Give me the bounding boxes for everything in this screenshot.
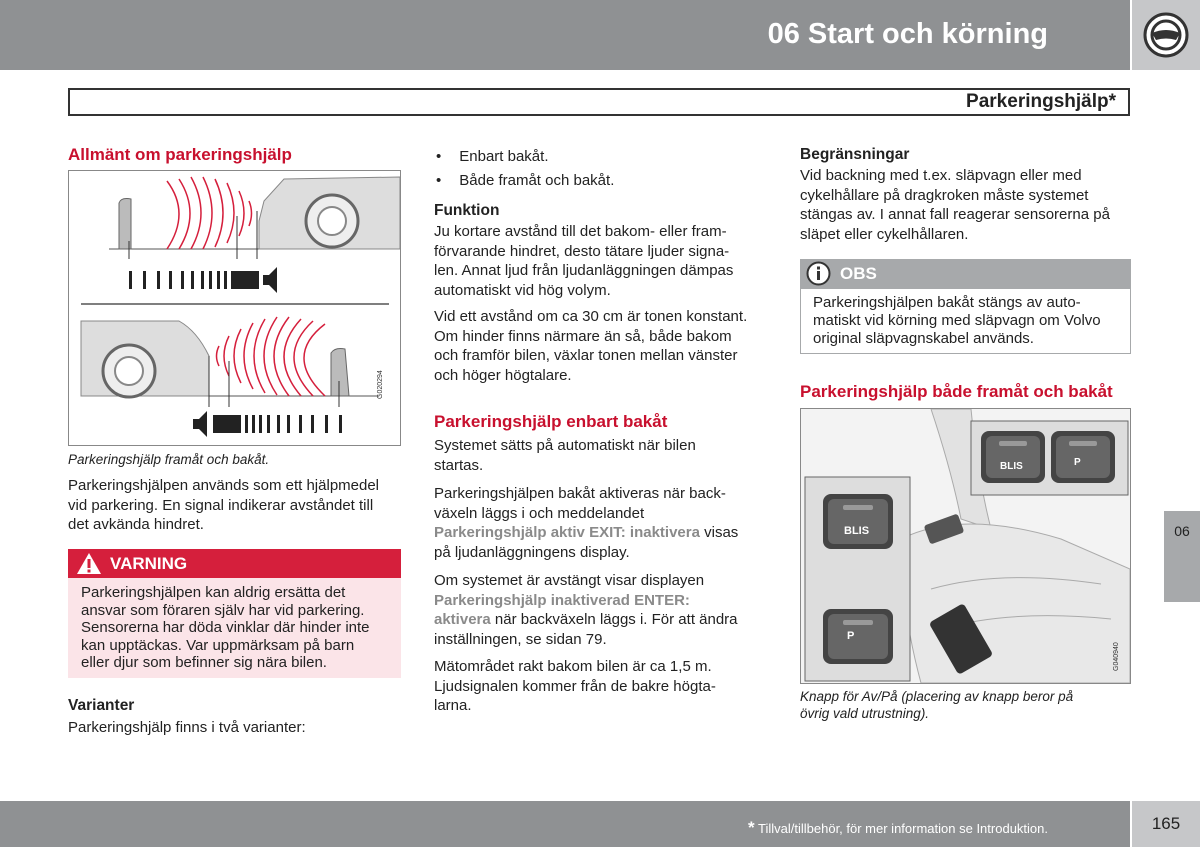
warning-header <box>68 549 401 578</box>
parking-sensor-illustration <box>69 171 400 445</box>
note-text: Parkeringshjälpen bakåt stängs av auto- matiskt vid körning med släpvagn om Volvo original släpvagnskabel används. <box>813 294 1101 347</box>
chapter-icon-box <box>1132 0 1200 70</box>
heading-function: Funktion <box>434 202 500 219</box>
intro-paragraph <box>68 476 379 535</box>
note-body <box>800 288 1131 354</box>
display-message: Parkeringshjälp inaktiverad ENTER: <box>434 591 690 609</box>
chapter-title: 06 Start och körning <box>767 18 1048 50</box>
figure-caption: Parkeringshjälp framåt och bakåt. <box>68 452 270 467</box>
bullet-icon: • <box>436 148 442 165</box>
variants-text: Parkeringshjälp finns i två varianter: <box>68 719 306 736</box>
footer-note <box>748 818 1048 838</box>
figure-code: G020294 <box>377 370 384 399</box>
rear-paragraph-2: Parkeringshjälpen bakåt aktiveras när back- växeln läggs i och meddelandet Parkeringshjälp aktiv EXIT: inaktivera visas på ljudanläggningens display. <box>434 485 739 561</box>
figure-caption: Knapp för Av/På (placering av knapp beror på övrig vald utrustning). <box>800 689 1074 721</box>
blis-button-label: BLIS <box>844 525 870 537</box>
warning-line: ansvar som föraren själv har vid parkering. <box>81 601 365 619</box>
heading-variants: Varianter <box>68 697 135 714</box>
intro-line: Parkeringshjälpen används som ett hjälpmedel <box>68 477 380 494</box>
warning-line: Parkeringshjälpen kan aldrig ersätta det <box>81 584 346 601</box>
heading-rear-only: Parkeringshjälp enbart bakåt <box>434 412 668 431</box>
rear-paragraph-1: Systemet sätts på automatiskt när bilen startas. <box>434 437 696 474</box>
figure-code: G040940 <box>1113 642 1120 671</box>
chapter-side-tab <box>1164 511 1200 602</box>
list-item: • Både framåt och bakåt. <box>436 169 614 193</box>
variant-list <box>436 145 614 193</box>
rear-paragraph-4: Mätområdet rakt bakom bilen är ca 1,5 m. Ljudsignalen kommer från de bakre högta- larna. <box>434 658 716 714</box>
warning-triangle-icon <box>76 552 102 575</box>
footnote-text: Tillval/tillbehör, för mer information se Introduktion. <box>758 821 1048 836</box>
warning-text <box>81 584 370 672</box>
page-number: 165 <box>1151 814 1181 833</box>
section-title: Parkeringshjälp* <box>966 91 1116 112</box>
steering-wheel-icon <box>1132 0 1200 70</box>
park-assist-button-label: P <box>1074 457 1081 468</box>
warning-line: Sensorerna har döda vinklar där hinder inte <box>81 619 370 636</box>
display-message: aktivera <box>434 611 491 628</box>
limitations-text: Vid backning med t.ex. släpvagn eller med cykelhållare på dragkroken måste systemet stängas av. I annat fall reagerar sensorerna på släpet eller cykelhållaren. <box>800 167 1110 243</box>
blis-button-label: BLIS <box>1000 461 1023 472</box>
section-bar <box>68 88 1130 116</box>
page-number-box <box>1132 801 1200 847</box>
chapter-header <box>0 0 1130 70</box>
function-paragraph-1: Ju kortare avstånd till det bakom- eller fram- förvarande hindret, desto tätare ljuder signa- len. Annat ljud från ljudanläggningen dämpas automatiskt vid hög volym. <box>434 223 734 299</box>
warning-body <box>68 578 401 678</box>
info-icon <box>806 261 831 286</box>
intro-line: vid parkering. En signal indikerar avståndet till <box>68 496 374 514</box>
heading-general: Allmänt om parkeringshjälp <box>68 145 292 164</box>
chapter-tab-number: 06 <box>1174 523 1190 539</box>
park-assist-button-label: P <box>847 630 855 642</box>
warning-line: kan upptäckas. Var uppmärksam på barn <box>81 636 355 654</box>
intro-line: det avkända hindret. <box>68 516 204 533</box>
function-paragraph-2: Vid ett avstånd om ca 30 cm är tonen konstant. Om hinder finns närmare än så, både bakom och framför bilen, växlar tonen mellan vänster och höger högtalare. <box>434 308 748 384</box>
bullet-icon: • <box>436 172 442 189</box>
warning-label: VARNING <box>110 554 188 573</box>
list-item: • Enbart bakåt. <box>436 145 614 169</box>
note-header <box>800 259 1131 288</box>
display-message: Parkeringshjälp aktiv EXIT: inaktivera <box>434 524 700 541</box>
page-footer <box>0 801 1130 847</box>
parking-assist-figure <box>68 170 401 446</box>
note-label: OBS <box>840 264 877 283</box>
rear-paragraph-3: Om systemet är avstängt visar displayen Parkeringshjälp inaktiverad ENTER: aktivera när backväxeln läggs i. För att ändra inställningen, se sidan 79. <box>434 572 738 648</box>
button-location-figure <box>800 408 1131 684</box>
footnote-star: * <box>748 818 755 837</box>
heading-limitations: Begränsningar <box>800 146 910 163</box>
warning-line: eller djur som befinner sig nära bilen. <box>81 654 327 671</box>
heading-front-rear: Parkeringshjälp både framåt och bakåt <box>800 382 1113 401</box>
